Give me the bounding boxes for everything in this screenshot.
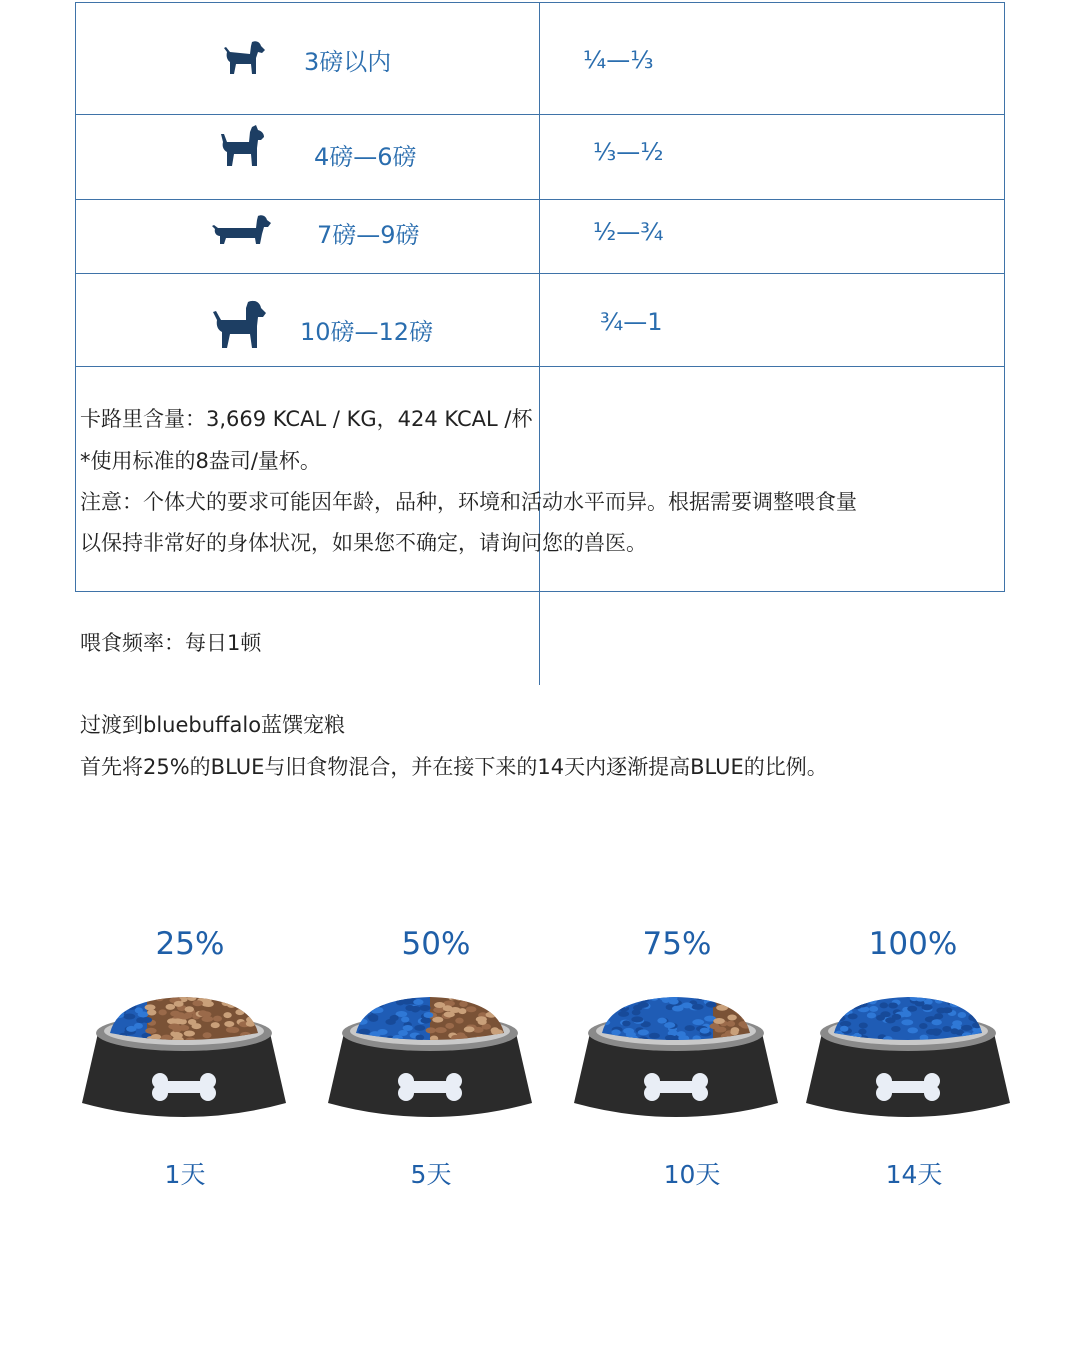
- amount-label: ¾—1: [600, 308, 663, 336]
- caution-note-line2: 以保持非常好的身体状况，如果您不确定，请询问您的兽医。: [80, 531, 647, 555]
- step-percent: 25%: [155, 926, 225, 962]
- column-divider: [539, 2, 540, 685]
- transition-title: 过渡到bluebuffalo蓝馔宠粮: [80, 713, 346, 737]
- amount-label: ¼—⅓: [583, 46, 654, 74]
- calorie-note: 卡路里含量：3,669 KCAL / KG，424 KCAL /杯: [80, 407, 533, 431]
- row-divider: [76, 366, 1004, 367]
- weight-label: 3磅以内: [304, 48, 392, 76]
- amount-label: ½—¾: [593, 218, 664, 246]
- caution-note-line1: 注意：个体犬的要求可能因年龄，品种，环境和活动水平而异。根据需要调整喂食量: [80, 490, 857, 514]
- amount-label: ⅓—½: [593, 138, 664, 166]
- row-divider: [76, 114, 1004, 115]
- food-bowl-icon: [802, 985, 1014, 1125]
- food-bowl-icon: [78, 985, 290, 1125]
- food-bowl-icon: [324, 985, 536, 1125]
- step-percent: 75%: [642, 926, 712, 962]
- weight-label: 4磅—6磅: [314, 143, 417, 171]
- weight-label: 7磅—9磅: [317, 221, 420, 249]
- cup-note: *使用标准的8盎司/量杯。: [80, 449, 321, 473]
- feeding-frequency: 喂食频率：每日1顿: [80, 631, 262, 655]
- row-divider: [76, 199, 1004, 200]
- step-day: 14天: [885, 1160, 943, 1189]
- small-dog-icon: [222, 38, 266, 80]
- step-percent: 50%: [401, 926, 471, 962]
- step-day: 1天: [164, 1160, 206, 1189]
- step-percent: 100%: [868, 926, 958, 962]
- step-day: 10天: [663, 1160, 721, 1189]
- weight-label: 10磅—12磅: [300, 318, 434, 346]
- step-day: 5天: [410, 1160, 452, 1189]
- food-bowl-icon: [570, 985, 782, 1125]
- terrier-dog-icon: [218, 124, 268, 170]
- dachshund-dog-icon: [212, 212, 272, 254]
- beagle-dog-icon: [212, 298, 268, 352]
- row-divider: [76, 273, 1004, 274]
- transition-description: 首先将25%的BLUE与旧食物混合，并在接下来的14天内逐渐提高BLUE的比例。: [80, 755, 828, 779]
